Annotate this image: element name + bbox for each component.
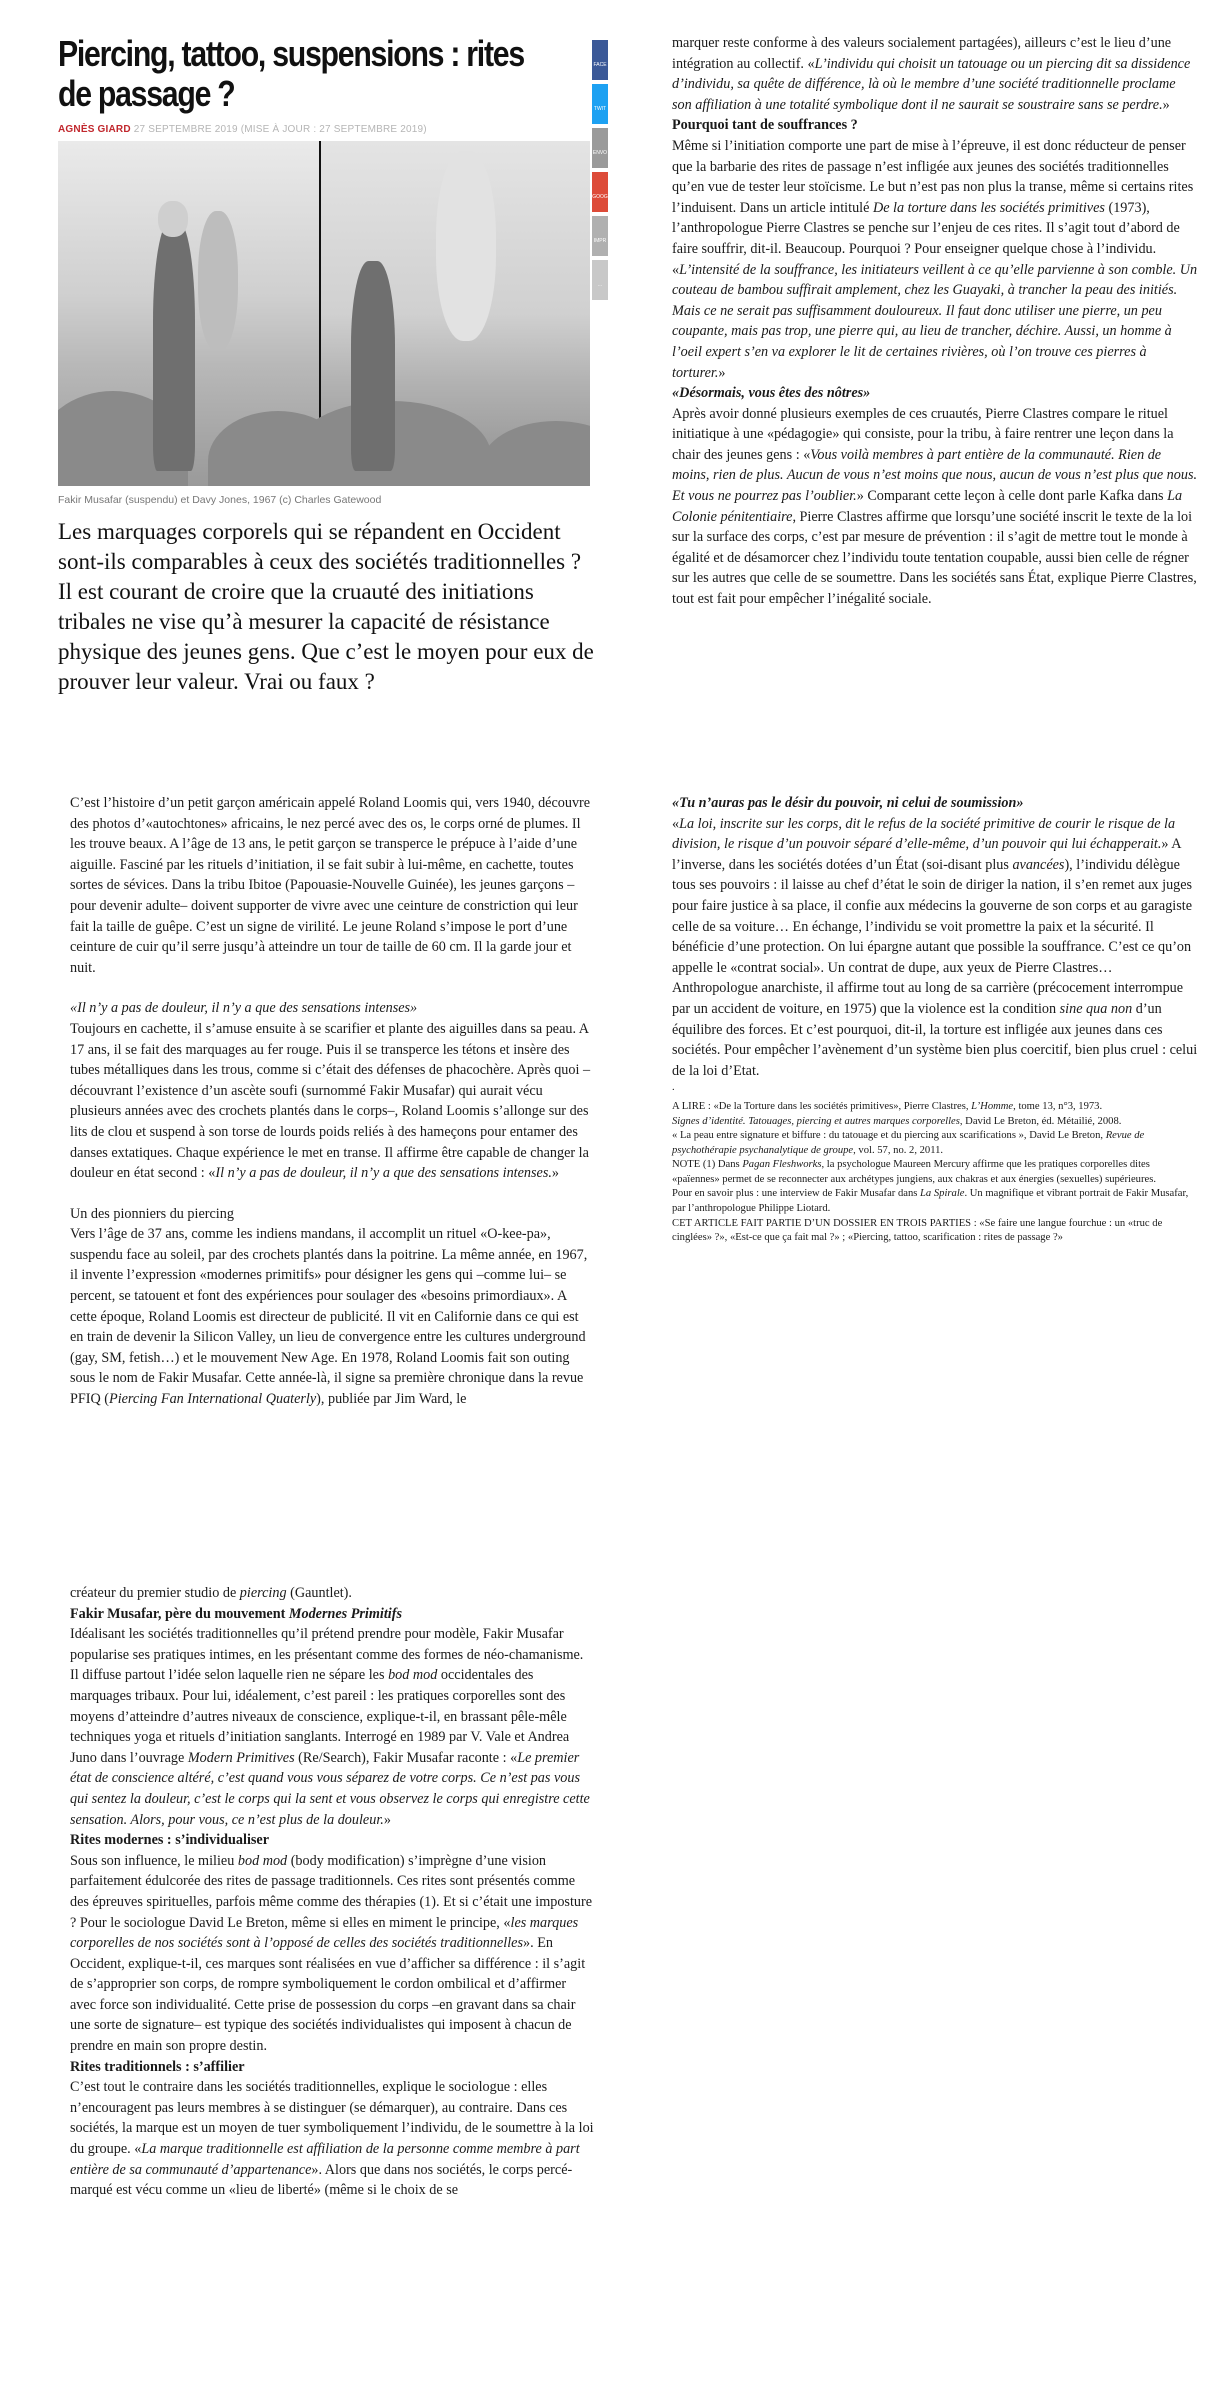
subheading: Un des pionniers du piercing	[70, 1205, 234, 1222]
print-button[interactable]: IMPR	[592, 216, 608, 256]
subheading: «Désormais, vous êtes des nôtres»	[672, 385, 871, 402]
subheading: Rites modernes : s’individualiser	[70, 1832, 270, 1849]
facebook-share-button[interactable]: FACE	[592, 40, 608, 80]
paragraph: Toujours en cachette, il s’amuse ensuite à se scarifier et plante des aiguilles dans sa peau. A 17 ans, il se fait des marquages au fer rouge. Puis il se transperce les tétons et insère des tubes métalliques dans les trous, comme si c’était des défenses de phacochère. Après quoi –découvrant l’existence d’un ascète soufi (surnommé Fakir Musafar) qui aurait vécu plusieurs années avec des crochets plantés dans le corps–, Roland Loomis s’allonge sur des lits de clou et suspend à son torse de lourds poids reliés à des hameçons pour entamer des danses extatiques. Chaque expérience le met en transe. Il affirme être capable de changer la douleur en état second : «Il n’y a pas de douleur, il n’y a que des sensations intenses.»	[70, 1020, 591, 1182]
photo-right-half	[321, 141, 590, 486]
byline	[58, 124, 598, 135]
photo-figure-standing	[351, 261, 395, 471]
paragraph: Vers l’âge de 37 ans, comme les indiens mandans, il accomplit un rituel «O-kee-pa», suspendu face au soleil, par des crochets plantés dans la poitrine. La même année, en 1967, il invente l’expression «modernes primitifs» pour désigner les gens qui –comme lui– se percent, se tatouent et font des expériences pour soulager des «besoins primordiaux». A cette époque, Roland Loomis est directeur de publicité. Il vit en Californie dans ce qui est en train de devenir la Silicon Valley, un lieu de convergence entre les cultures underground (gay, SM, fetish…) et le mouvement New Age. En 1978, Roland Loomis fait son outing sous le nom de Fakir Musafar. Cette année-là, il signe sa première chronique dans la revue PFIQ (Piercing Fan International Quaterly), publiée par Jim Ward, le	[70, 1226, 588, 1408]
photo-caption: Fakir Musafar (suspendu) et Davy Jones, 1967 (c) Charles Gatewood	[58, 494, 382, 506]
reference-item: « La peau entre signature et biffure : du tatouage et du piercing aux scarifications », David Le Breton, Revue de psychothérapie psychanalytique de groupe, vol. 57, no. 2, 2011.	[672, 1130, 1145, 1156]
email-share-button[interactable]: ENVO	[592, 128, 608, 168]
share-bar	[592, 40, 608, 304]
subheading: Rites traditionnels : s’affilier	[70, 2058, 245, 2075]
series-note[interactable]: CET ARTICLE FAIT PARTIE D’UN DOSSIER EN TROIS PARTIES : «Se faire une langue fourchue : un «truc de cinglées» ?», «Est-ce que ça fait mal ?» ; «Piercing, tattoo, scarification : rites de passage ?»	[672, 1217, 1163, 1244]
paragraph: C’est tout le contraire dans les sociétés traditionnelles, explique le sociologue : elles n’encouragent pas leurs membres à se distinguer (se démarquer), au contraire. Dans ces sociétés, la marque est un moyen de tuer symboliquement l’individu, de le soumettre à la loi du groupe. «La marque traditionnelle est affiliation de la personne comme membre à part entière de sa communauté d’appartenance». Alors que dans nos sociétés, le corps percé-marqué est vécu comme un «lieu de liberté» (même si le choix de se	[70, 2079, 594, 2199]
subheading: Pourquoi tant de souffrances ?	[672, 117, 858, 134]
references	[672, 1100, 1198, 1246]
paragraph: créateur du premier studio de piercing (Gauntlet).	[70, 1585, 352, 1601]
photo-hill	[481, 421, 590, 486]
paragraph: «La loi, inscrite sur les corps, dit le refus de la société primitive de courir le risque de la division, le risque d’un pouvoir séparé d’elle-même, d’un pouvoir qui lui échapperait.» A l’inverse, dans les sociétés dotées d’un État (soi-disant plus avancées), l’individu délègue tous ses pouvoirs : il laisse au chef d’état le soin de diriger la nation, il s’en remet aux juges pour faire justice à sa place, il confie aux médecins la gouverne de son corps et au garagiste celle de sa voiture… En échange, l’individu se voit promettre la paix et la sécurité. Il bénéficie d’une protection. On lui épargne autant que possible la souffrance. C’est ce qu’on appelle le «contrat social». Un contrat de dupe, aux yeux de Pierre Clastres… Anthropologue anarchiste, il affirme tout au long de sa carrière (précocement interrompue par un accident de voiture, en 1975) que la violence est la condition sine qua non d’un équilibre des forces. Et c’est pourquoi, dit-il, la torture est infligée aux jeunes dans ces sociétés. Pour empêcher l’avènement d’un système bien plus coercitif, bien plus cruel : celui de la loi d’Etat.	[672, 815, 1198, 1079]
article-title: Piercing, tattoo, suspensions : rites de passage ?	[58, 33, 524, 114]
google-share-button[interactable]: GOOG	[592, 172, 608, 212]
photo-left-half	[58, 141, 319, 486]
article-photo	[58, 141, 590, 486]
more-info-link[interactable]: Pour en savoir plus : une interview de Fakir Musafar dans La Spirale. Un magnifique et vibrant portrait de Fakir Musafar, par l’anthropologue Philippe Liotard.	[672, 1188, 1189, 1215]
paragraph: Après avoir donné plusieurs exemples de ces cruautés, Pierre Clastres compare le rituel initiatique à une «pédagogie» qui consiste, pour la tribu, à faire rentrer une leçon dans la chair des jeunes gens : «Vous voilà membres à part entière de la communauté. Rien de moins, rien de plus. Aucun de vous n’est moins que nous, aucun de vous n’est plus que nous. Et vous ne pourrez pas l’oublier.» Comparant cette leçon à celle dont parle Kafka dans La Colonie pénitentiaire, Pierre Clastres affirme que lorsqu’une société inscrit le texte de la loi sur la surface des corps, c’est par mesure de prévention : il s’agit de mettre tout le monde à égalité et de désamorcer chez l’individu toute tentation coupable, aussi bien celle de régner sur les autres que celle de se soumettre. Dans les sociétés sans État, explique Pierre Clastres, tout est fait pour empêcher l’inégalité sociale.	[672, 405, 1198, 608]
photo-figure-head	[158, 201, 188, 237]
photo-figure-standing	[153, 221, 195, 471]
publish-date: 27 SEPTEMBRE 2019 (MISE À JOUR : 27 SEPTEMBRE 2019)	[133, 124, 427, 135]
twitter-share-button[interactable]: TWIT	[592, 84, 608, 124]
author-link[interactable]: AGNÈS GIARD	[58, 124, 131, 135]
paragraph: marquer reste conforme à des valeurs socialement partagées), ailleurs c’est le lieu d’une intégration au collectif. «L’individu qui choisit un tatouage ou un piercing dit sa dissidence d’individu, sa quête de différence, là où le membre d’une société traditionnelle proclame son affiliation à une totalité symbolique dont il ne saurait se soustraire sans se perdre.»	[672, 35, 1191, 113]
paragraph: Idéalisant les sociétés traditionnelles qu’il prétend prendre pour modèle, Fakir Musafar popularise ses pratiques intimes, en les présentant comme des formes de néo-chamanisme. Il diffuse partout l’idée selon laquelle rien ne sépare les bod mod occidentales des marquages tribaux. Pour lui, idéalement, c’est pareil : les pratiques corporelles sont des moyens d’atteindre d’autres niveaux de conscience, explique-t-il, en brassant pêle-mêle techniques yoga et rituels d’initiation sanglants. Interrogé en 1989 par V. Vale et Andrea Juno dans l’ouvrage Modern Primitives (Re/Search), Fakir Musafar raconte : «Le premier état de conscience altéré, c’est quand vous vous séparez de votre corps. Ce n’est pas vous qui sentez la douleur, c’est le corps qui la sent et vous observez le corps qui enregistre cette sensation. Alors, pour vous, ce n’est plus de la douleur.»	[70, 1626, 590, 1828]
column-middle-right	[672, 793, 1198, 1246]
subheading: «Tu n’auras pas le désir du pouvoir, ni celui de soumission»	[672, 795, 1024, 811]
reference-item: A LIRE : «De la Torture dans les sociétés primitives», Pierre Clastres, L’Homme, tome 13, n°3, 1973.	[672, 1100, 1103, 1112]
separator-dot: .	[672, 1082, 675, 1094]
column-middle-left	[70, 793, 594, 1410]
column-bottom	[70, 1583, 594, 2201]
paragraph: Sous son influence, le milieu bod mod (body modification) s’imprègne d’une vision parfaitement édulcorée des rites de passage traditionnels. Ces rites sont présentés comme des épreuves spirituelles, parfois même comme des thérapies (1). Et si c’était une imposture ? Pour le sociologue David Le Breton, même si elles en miment le principe, «les marques corporelles de nos sociétés sont à l’opposé de celles des sociétés traditionnelles». En Occident, explique-t-il, ces marques sont réalisées en vue d’afficher sa différence : il s’agit de s’approprier son corps, de rompre symboliquement le cordon ombilical et d’affirmer avec force son individualité. Cette prise de possession du corps –en gravant dans sa chair une sorte de signature– est typique des sociétés individualistes qui imposent à chacun de prendre en main son propre destin.	[70, 1852, 593, 2055]
note-item: NOTE (1) Dans Pagan Fleshworks, la psychologue Maureen Mercury affirme que les pratiques corporelles dites «païennes» permet de se reconnecter aux archétypes jungiens, aux chakras et aux énergies (sexuelles) supérieures.	[672, 1159, 1156, 1185]
subheading: Fakir Musafar, père du mouvement Modernes Primitifs	[70, 1605, 402, 1622]
paragraph: C’est l’histoire d’un petit garçon américain appelé Roland Loomis qui, vers 1940, découvre des photos d’«autochtones» africains, le nez percé avec des os, le corps orné de plumes. Il les trouve beaux. A l’âge de 13 ans, le petit garçon se transperce le prépuce à l’aide d’une aiguille. Fasciné par les rituels d’initiation, il se fait subir à lui-même, en cachette, toutes sortes de sévices. Dans la tribu Ibitoe (Papouasie-Nouvelle Guinée), les jeunes garçons –pour devenir adulte– doivent supporter de vivre avec une ceinture de constriction qui leur fait la taille de guêpe. C’est un signe de virilité. Le jeune Roland s’impose le port d’une ceinture de cuir qu’il serre jusqu’à atteindre un tour de taille de 60 cm. Il la garde jour et nuit.	[70, 795, 591, 976]
more-share-button[interactable]: ...	[592, 260, 608, 300]
article-lede: Les marquages corporels qui se répandent en Occident sont-ils comparables à ceux des sociétés traditionnelles ? Il est courant de croire que la cruauté des initiations tribales ne vise qu’à mesurer la capacité de résistance physique des jeunes gens. Que c’est le moyen pour eux de prouver leur valeur. Vrai ou faux ?	[58, 519, 594, 694]
subheading: «Il n’y a pas de douleur, il n’y a que des sensations intenses»	[70, 1000, 418, 1017]
photo-figure-suspended	[436, 151, 496, 341]
column-top-right	[672, 33, 1198, 610]
photo-figure-second	[198, 211, 238, 351]
reference-item: Signes d’identité. Tatouages, piercing et autres marques corporelles, David Le Breton, éd. Métailié, 2008.	[672, 1115, 1122, 1127]
paragraph: Même si l’initiation comporte une part de mise à l’épreuve, il est donc réducteur de penser que la barbarie des rites de passage n’est infligée aux jeunes des sociétés traditionnelles qu’en vue de tester leur stoïcisme. Le but n’est pas non plus la transe, même si certains rites l’induisent. Dans un article intitulé De la torture dans les sociétés primitives (1973), l’anthropologue Pierre Clastres se penche sur l’enjeu de ces rites. Il s’agit tout d’abord de faire souffrir, dit-il. Beaucoup. Pourquoi ? Pour enseigner quelque chose à l’individu. «L’intensité de la souffrance, les initiateurs veillent à ce qu’elle parvienne à son comble. Un couteau de bambou suffirait amplement, chez les Guayaki, à trancher la peau des initiés. Mais ce ne serait pas suffisamment douloureux. Il faut donc utiliser une pierre, un peu coupante, mais pas trop, une pierre qui, au lieu de trancher, déchire. Aussi, un homme à l’oeil expert s’en va explorer le lit de certaines rivières, où l’on trouve ces pierres à torturer.»	[672, 137, 1198, 381]
